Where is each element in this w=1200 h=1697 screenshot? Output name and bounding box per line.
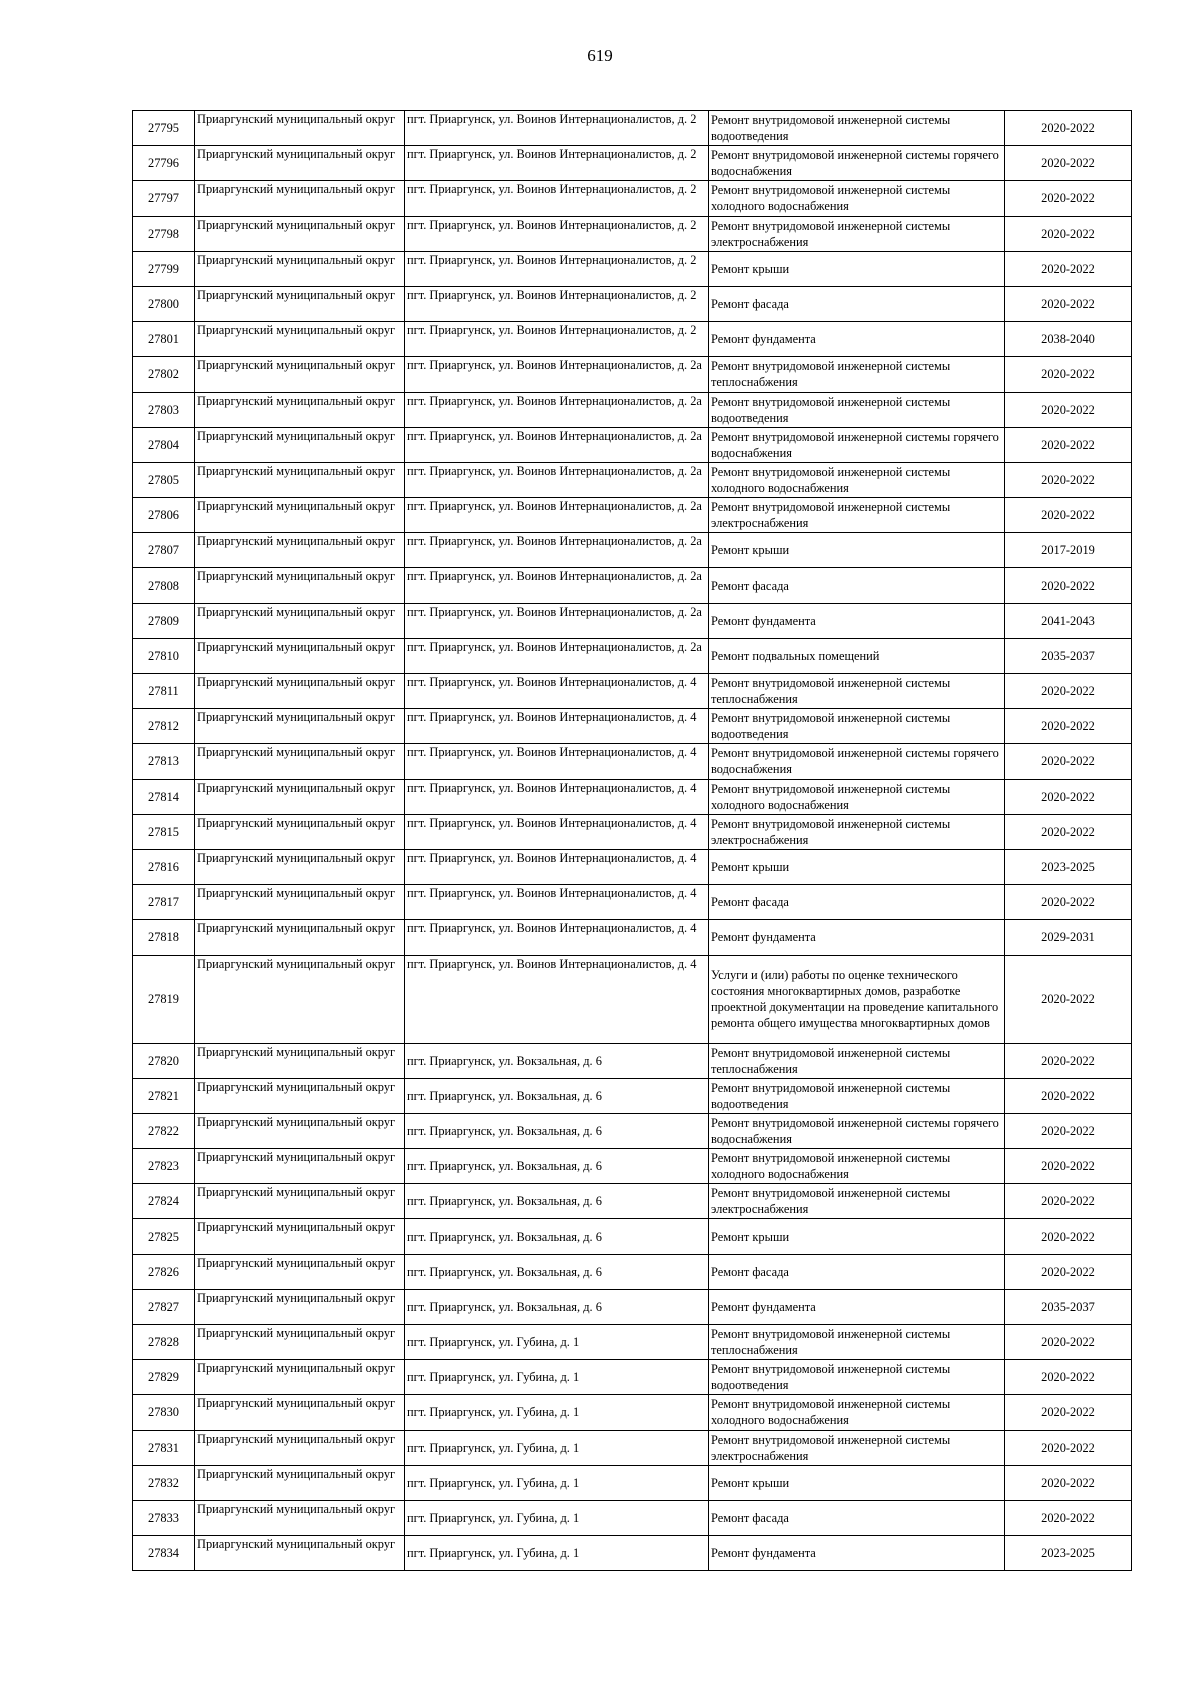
row-number-cell: 27812 (133, 709, 195, 744)
row-number-cell: 27821 (133, 1078, 195, 1113)
table-row (133, 1184, 1132, 1219)
row-number-cell: 27814 (133, 779, 195, 814)
address-cell: пгт. Приаргунск, ул. Вокзальная, д. 6 (405, 1219, 709, 1254)
table-row (133, 146, 1132, 181)
municipality-cell: Приаргунский муниципальный округ (195, 779, 405, 814)
address-cell: пгт. Приаргунск, ул. Вокзальная, д. 6 (405, 1149, 709, 1184)
period-cell: 2020-2022 (1005, 146, 1132, 181)
work-type-cell: Ремонт внутридомовой инженерной системы электроснабжения (709, 1430, 1005, 1465)
municipality-cell: Приаргунский муниципальный округ (195, 1219, 405, 1254)
row-number-cell: 27808 (133, 568, 195, 603)
municipality-cell: Приаргунский муниципальный округ (195, 1043, 405, 1078)
table-row (133, 885, 1132, 920)
period-cell: 2020-2022 (1005, 216, 1132, 251)
work-type-cell: Ремонт внутридомовой инженерной системы холодного водоснабжения (709, 181, 1005, 216)
address-cell: пгт. Приаргунск, ул. Воинов Интернационалистов, д. 4 (405, 849, 709, 884)
period-cell: 2020-2022 (1005, 427, 1132, 462)
period-cell: 2020-2022 (1005, 286, 1132, 321)
municipality-cell: Приаргунский муниципальный округ (195, 146, 405, 181)
row-number-cell: 27806 (133, 498, 195, 533)
period-cell: 2020-2022 (1005, 709, 1132, 744)
table-row (133, 1289, 1132, 1324)
address-cell: пгт. Приаргунск, ул. Воинов Интернационалистов, д. 2 (405, 322, 709, 357)
row-number-cell: 27830 (133, 1395, 195, 1430)
municipality-cell: Приаргунский муниципальный округ (195, 392, 405, 427)
row-number-cell: 27810 (133, 638, 195, 673)
table-row (133, 1043, 1132, 1078)
period-cell: 2020-2022 (1005, 744, 1132, 779)
period-cell: 2020-2022 (1005, 1078, 1132, 1113)
address-cell: пгт. Приаргунск, ул. Воинов Интернационалистов, д. 2 (405, 146, 709, 181)
address-cell: пгт. Приаргунск, ул. Воинов Интернационалистов, д. 4 (405, 920, 709, 955)
address-cell: пгт. Приаргунск, ул. Вокзальная, д. 6 (405, 1043, 709, 1078)
period-cell: 2020-2022 (1005, 357, 1132, 392)
row-number-cell: 27826 (133, 1254, 195, 1289)
municipality-cell: Приаргунский муниципальный округ (195, 603, 405, 638)
address-cell: пгт. Приаргунск, ул. Вокзальная, д. 6 (405, 1184, 709, 1219)
repair-schedule-table (132, 110, 1132, 1571)
municipality-cell: Приаргунский муниципальный округ (195, 533, 405, 568)
table-row (133, 251, 1132, 286)
row-number-cell: 27804 (133, 427, 195, 462)
address-cell: пгт. Приаргунск, ул. Вокзальная, д. 6 (405, 1289, 709, 1324)
work-type-cell: Ремонт крыши (709, 1465, 1005, 1500)
period-cell: 2041-2043 (1005, 603, 1132, 638)
table-row (133, 1254, 1132, 1289)
address-cell: пгт. Приаргунск, ул. Вокзальная, д. 6 (405, 1254, 709, 1289)
address-cell: пгт. Приаргунск, ул. Воинов Интернационалистов, д. 2 (405, 111, 709, 146)
address-cell: пгт. Приаргунск, ул. Воинов Интернационалистов, д. 2а (405, 462, 709, 497)
table-row (133, 1360, 1132, 1395)
row-number-cell: 27805 (133, 462, 195, 497)
work-type-cell: Ремонт внутридомовой инженерной системы горячего водоснабжения (709, 1113, 1005, 1148)
period-cell: 2023-2025 (1005, 1536, 1132, 1571)
period-cell: 2020-2022 (1005, 251, 1132, 286)
municipality-cell: Приаргунский муниципальный округ (195, 638, 405, 673)
work-type-cell: Ремонт внутридомовой инженерной системы теплоснабжения (709, 674, 1005, 709)
row-number-cell: 27823 (133, 1149, 195, 1184)
address-cell: пгт. Приаргунск, ул. Воинов Интернационалистов, д. 4 (405, 885, 709, 920)
work-type-cell: Ремонт крыши (709, 849, 1005, 884)
municipality-cell: Приаргунский муниципальный округ (195, 955, 405, 1043)
address-cell: пгт. Приаргунск, ул. Воинов Интернационалистов, д. 4 (405, 744, 709, 779)
table-row (133, 1149, 1132, 1184)
table-row (133, 1430, 1132, 1465)
row-number-cell: 27832 (133, 1465, 195, 1500)
period-cell: 2020-2022 (1005, 498, 1132, 533)
work-type-cell: Ремонт фундамента (709, 603, 1005, 638)
table-row (133, 955, 1132, 1043)
period-cell: 2020-2022 (1005, 955, 1132, 1043)
address-cell: пгт. Приаргунск, ул. Воинов Интернационалистов, д. 2 (405, 286, 709, 321)
address-cell: пгт. Приаргунск, ул. Губина, д. 1 (405, 1500, 709, 1535)
table-row (133, 357, 1132, 392)
row-number-cell: 27834 (133, 1536, 195, 1571)
municipality-cell: Приаргунский муниципальный округ (195, 462, 405, 497)
period-cell: 2020-2022 (1005, 1149, 1132, 1184)
municipality-cell: Приаргунский муниципальный округ (195, 1500, 405, 1535)
period-cell: 2020-2022 (1005, 1325, 1132, 1360)
work-type-cell: Услуги и (или) работы по оценке технического состояния многоквартирных домов, разработке проектной документации на проведение капитального ремонта общего имущества многоквартирных домов (709, 955, 1005, 1043)
work-type-cell: Ремонт фасада (709, 568, 1005, 603)
work-type-cell: Ремонт фундамента (709, 322, 1005, 357)
municipality-cell: Приаргунский муниципальный округ (195, 1360, 405, 1395)
period-cell: 2020-2022 (1005, 111, 1132, 146)
municipality-cell: Приаргунский муниципальный округ (195, 1395, 405, 1430)
table-row (133, 322, 1132, 357)
work-type-cell: Ремонт внутридомовой инженерной системы теплоснабжения (709, 357, 1005, 392)
municipality-cell: Приаргунский муниципальный округ (195, 111, 405, 146)
period-cell: 2020-2022 (1005, 885, 1132, 920)
work-type-cell: Ремонт внутридомовой инженерной системы холодного водоснабжения (709, 1395, 1005, 1430)
work-type-cell: Ремонт внутридомовой инженерной системы электроснабжения (709, 1184, 1005, 1219)
row-number-cell: 27833 (133, 1500, 195, 1535)
address-cell: пгт. Приаргунск, ул. Воинов Интернационалистов, д. 4 (405, 955, 709, 1043)
address-cell: пгт. Приаргунск, ул. Воинов Интернационалистов, д. 4 (405, 779, 709, 814)
municipality-cell: Приаргунский муниципальный округ (195, 498, 405, 533)
municipality-cell: Приаргунский муниципальный округ (195, 1149, 405, 1184)
work-type-cell: Ремонт внутридомовой инженерной системы электроснабжения (709, 498, 1005, 533)
row-number-cell: 27796 (133, 146, 195, 181)
period-cell: 2020-2022 (1005, 1184, 1132, 1219)
address-cell: пгт. Приаргунск, ул. Воинов Интернационалистов, д. 4 (405, 709, 709, 744)
work-type-cell: Ремонт внутридомовой инженерной системы водоотведения (709, 111, 1005, 146)
address-cell: пгт. Приаргунск, ул. Губина, д. 1 (405, 1430, 709, 1465)
address-cell: пгт. Приаргунск, ул. Губина, д. 1 (405, 1360, 709, 1395)
municipality-cell: Приаргунский муниципальный округ (195, 357, 405, 392)
period-cell: 2020-2022 (1005, 462, 1132, 497)
row-number-cell: 27799 (133, 251, 195, 286)
municipality-cell: Приаргунский муниципальный округ (195, 1113, 405, 1148)
table-row (133, 1325, 1132, 1360)
municipality-cell: Приаргунский муниципальный округ (195, 322, 405, 357)
page-number: 619 (587, 46, 613, 65)
address-cell: пгт. Приаргунск, ул. Воинов Интернационалистов, д. 4 (405, 814, 709, 849)
municipality-cell: Приаргунский муниципальный округ (195, 814, 405, 849)
period-cell: 2020-2022 (1005, 1254, 1132, 1289)
work-type-cell: Ремонт внутридомовой инженерной системы водоотведения (709, 392, 1005, 427)
row-number-cell: 27795 (133, 111, 195, 146)
municipality-cell: Приаргунский муниципальный округ (195, 1289, 405, 1324)
row-number-cell: 27828 (133, 1325, 195, 1360)
address-cell: пгт. Приаргунск, ул. Вокзальная, д. 6 (405, 1113, 709, 1148)
work-type-cell: Ремонт внутридомовой инженерной системы теплоснабжения (709, 1043, 1005, 1078)
table-row (133, 1465, 1132, 1500)
row-number-cell: 27817 (133, 885, 195, 920)
period-cell: 2017-2019 (1005, 533, 1132, 568)
work-type-cell: Ремонт внутридомовой инженерной системы холодного водоснабжения (709, 1149, 1005, 1184)
table-body (133, 111, 1132, 1571)
address-cell: пгт. Приаргунск, ул. Губина, д. 1 (405, 1536, 709, 1571)
address-cell: пгт. Приаргунск, ул. Воинов Интернационалистов, д. 2а (405, 357, 709, 392)
row-number-cell: 27825 (133, 1219, 195, 1254)
work-type-cell: Ремонт фундамента (709, 1536, 1005, 1571)
period-cell: 2020-2022 (1005, 1395, 1132, 1430)
table-row (133, 427, 1132, 462)
row-number-cell: 27802 (133, 357, 195, 392)
municipality-cell: Приаргунский муниципальный округ (195, 568, 405, 603)
work-type-cell: Ремонт подвальных помещений (709, 638, 1005, 673)
period-cell: 2020-2022 (1005, 1113, 1132, 1148)
table-row (133, 603, 1132, 638)
period-cell: 2020-2022 (1005, 181, 1132, 216)
table-row (133, 216, 1132, 251)
municipality-cell: Приаргунский муниципальный округ (195, 1430, 405, 1465)
table-row (133, 568, 1132, 603)
municipality-cell: Приаргунский муниципальный округ (195, 286, 405, 321)
address-cell: пгт. Приаргунск, ул. Воинов Интернационалистов, д. 4 (405, 674, 709, 709)
period-cell: 2020-2022 (1005, 1219, 1132, 1254)
table-row (133, 181, 1132, 216)
row-number-cell: 27800 (133, 286, 195, 321)
work-type-cell: Ремонт внутридомовой инженерной системы водоотведения (709, 1360, 1005, 1395)
address-cell: пгт. Приаргунск, ул. Воинов Интернационалистов, д. 2 (405, 251, 709, 286)
work-type-cell: Ремонт внутридомовой инженерной системы водоотведения (709, 709, 1005, 744)
row-number-cell: 27829 (133, 1360, 195, 1395)
address-cell: пгт. Приаргунск, ул. Воинов Интернационалистов, д. 2 (405, 181, 709, 216)
table-row (133, 920, 1132, 955)
address-cell: пгт. Приаргунск, ул. Воинов Интернационалистов, д. 2а (405, 638, 709, 673)
address-cell: пгт. Приаргунск, ул. Воинов Интернационалистов, д. 2а (405, 533, 709, 568)
work-type-cell: Ремонт крыши (709, 251, 1005, 286)
table-row (133, 744, 1132, 779)
row-number-cell: 27797 (133, 181, 195, 216)
table-row (133, 111, 1132, 146)
row-number-cell: 27813 (133, 744, 195, 779)
table-row (133, 1536, 1132, 1571)
work-type-cell: Ремонт внутридомовой инженерной системы электроснабжения (709, 216, 1005, 251)
table-row (133, 1395, 1132, 1430)
period-cell: 2020-2022 (1005, 779, 1132, 814)
municipality-cell: Приаргунский муниципальный округ (195, 885, 405, 920)
work-type-cell: Ремонт фасада (709, 1500, 1005, 1535)
table-row (133, 779, 1132, 814)
municipality-cell: Приаргунский муниципальный округ (195, 744, 405, 779)
work-type-cell: Ремонт фундамента (709, 920, 1005, 955)
row-number-cell: 27811 (133, 674, 195, 709)
row-number-cell: 27798 (133, 216, 195, 251)
table-row (133, 638, 1132, 673)
municipality-cell: Приаргунский муниципальный округ (195, 849, 405, 884)
municipality-cell: Приаргунский муниципальный округ (195, 674, 405, 709)
table-row (133, 286, 1132, 321)
row-number-cell: 27819 (133, 955, 195, 1043)
table-row (133, 709, 1132, 744)
municipality-cell: Приаргунский муниципальный округ (195, 216, 405, 251)
work-type-cell: Ремонт фасада (709, 885, 1005, 920)
municipality-cell: Приаргунский муниципальный округ (195, 427, 405, 462)
period-cell: 2020-2022 (1005, 674, 1132, 709)
municipality-cell: Приаргунский муниципальный округ (195, 181, 405, 216)
work-type-cell: Ремонт внутридомовой инженерной системы электроснабжения (709, 814, 1005, 849)
municipality-cell: Приаргунский муниципальный округ (195, 251, 405, 286)
work-type-cell: Ремонт фасада (709, 286, 1005, 321)
period-cell: 2020-2022 (1005, 392, 1132, 427)
municipality-cell: Приаргунский муниципальный округ (195, 1078, 405, 1113)
table-row (133, 392, 1132, 427)
municipality-cell: Приаргунский муниципальный округ (195, 1184, 405, 1219)
row-number-cell: 27807 (133, 533, 195, 568)
row-number-cell: 27827 (133, 1289, 195, 1324)
row-number-cell: 27815 (133, 814, 195, 849)
table-row (133, 1219, 1132, 1254)
work-type-cell: Ремонт внутридомовой инженерной системы водоотведения (709, 1078, 1005, 1113)
period-cell: 2020-2022 (1005, 1360, 1132, 1395)
row-number-cell: 27803 (133, 392, 195, 427)
address-cell: пгт. Приаргунск, ул. Воинов Интернационалистов, д. 2 (405, 216, 709, 251)
period-cell: 2020-2022 (1005, 1430, 1132, 1465)
address-cell: пгт. Приаргунск, ул. Губина, д. 1 (405, 1465, 709, 1500)
work-type-cell: Ремонт фундамента (709, 1289, 1005, 1324)
row-number-cell: 27816 (133, 849, 195, 884)
row-number-cell: 27809 (133, 603, 195, 638)
period-cell: 2020-2022 (1005, 568, 1132, 603)
address-cell: пгт. Приаргунск, ул. Губина, д. 1 (405, 1395, 709, 1430)
municipality-cell: Приаргунский муниципальный округ (195, 1465, 405, 1500)
period-cell: 2020-2022 (1005, 1043, 1132, 1078)
work-type-cell: Ремонт внутридомовой инженерной системы горячего водоснабжения (709, 146, 1005, 181)
row-number-cell: 27824 (133, 1184, 195, 1219)
work-type-cell: Ремонт крыши (709, 533, 1005, 568)
period-cell: 2035-2037 (1005, 638, 1132, 673)
period-cell: 2020-2022 (1005, 1500, 1132, 1535)
table-row (133, 849, 1132, 884)
work-type-cell: Ремонт внутридомовой инженерной системы горячего водоснабжения (709, 427, 1005, 462)
period-cell: 2020-2022 (1005, 1465, 1132, 1500)
period-cell: 2038-2040 (1005, 322, 1132, 357)
work-type-cell: Ремонт внутридомовой инженерной системы горячего водоснабжения (709, 744, 1005, 779)
address-cell: пгт. Приаргунск, ул. Губина, д. 1 (405, 1325, 709, 1360)
table-row (133, 1113, 1132, 1148)
period-cell: 2029-2031 (1005, 920, 1132, 955)
table-row (133, 814, 1132, 849)
work-type-cell: Ремонт фасада (709, 1254, 1005, 1289)
table-row (133, 462, 1132, 497)
address-cell: пгт. Приаргунск, ул. Воинов Интернационалистов, д. 2а (405, 392, 709, 427)
table-row (133, 1500, 1132, 1535)
row-number-cell: 27822 (133, 1113, 195, 1148)
row-number-cell: 27818 (133, 920, 195, 955)
municipality-cell: Приаргунский муниципальный округ (195, 1536, 405, 1571)
municipality-cell: Приаргунский муниципальный округ (195, 920, 405, 955)
row-number-cell: 27831 (133, 1430, 195, 1465)
row-number-cell: 27801 (133, 322, 195, 357)
work-type-cell: Ремонт внутридомовой инженерной системы холодного водоснабжения (709, 779, 1005, 814)
work-type-cell: Ремонт внутридомовой инженерной системы теплоснабжения (709, 1325, 1005, 1360)
municipality-cell: Приаргунский муниципальный округ (195, 1325, 405, 1360)
address-cell: пгт. Приаргунск, ул. Вокзальная, д. 6 (405, 1078, 709, 1113)
municipality-cell: Приаргунский муниципальный округ (195, 709, 405, 744)
table-row (133, 533, 1132, 568)
address-cell: пгт. Приаргунск, ул. Воинов Интернационалистов, д. 2а (405, 427, 709, 462)
period-cell: 2023-2025 (1005, 849, 1132, 884)
table-row (133, 1078, 1132, 1113)
address-cell: пгт. Приаргунск, ул. Воинов Интернационалистов, д. 2а (405, 568, 709, 603)
work-type-cell: Ремонт внутридомовой инженерной системы холодного водоснабжения (709, 462, 1005, 497)
table-row (133, 498, 1132, 533)
period-cell: 2035-2037 (1005, 1289, 1132, 1324)
address-cell: пгт. Приаргунск, ул. Воинов Интернационалистов, д. 2а (405, 498, 709, 533)
work-type-cell: Ремонт крыши (709, 1219, 1005, 1254)
period-cell: 2020-2022 (1005, 814, 1132, 849)
table-row (133, 674, 1132, 709)
row-number-cell: 27820 (133, 1043, 195, 1078)
address-cell: пгт. Приаргунск, ул. Воинов Интернационалистов, д. 2а (405, 603, 709, 638)
municipality-cell: Приаргунский муниципальный округ (195, 1254, 405, 1289)
